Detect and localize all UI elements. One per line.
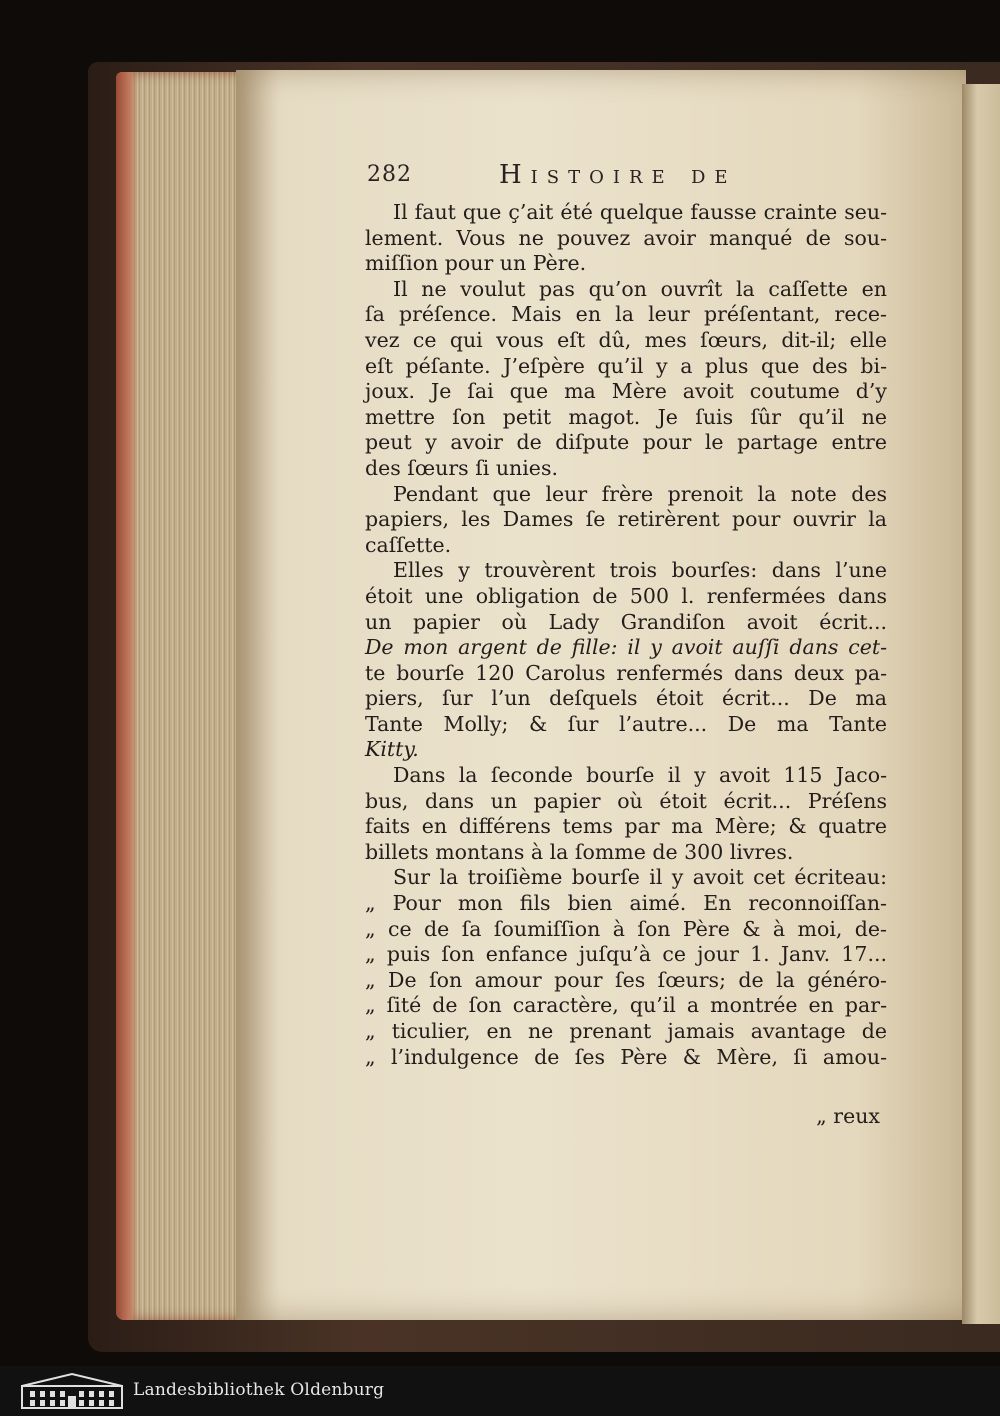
text-line: Pendant que leur frère prenoit la note des <box>393 481 887 506</box>
body-text <box>365 200 887 1070</box>
page-header <box>367 160 887 200</box>
paragraph <box>365 277 887 482</box>
text-line: Elles y trouvèrent trois bourſes: dans l’une <box>393 558 887 583</box>
paragraph <box>365 200 887 277</box>
text-line: peut y avoir de diſpute pour le partage entre <box>365 430 887 455</box>
text-line: joux. Je ſai que ma Mère avoit coutume d’y <box>365 379 887 404</box>
text-line: te bourſe 120 Carolus renfermés dans deux pa- <box>365 660 887 685</box>
text-line: Il faut que ç’ait été quelque fausse crainte seu- <box>393 200 887 224</box>
text-line: Kitty. <box>365 737 419 762</box>
text-line: „ Pour mon fils bien aimé. En reconnoiſſan- <box>365 891 887 916</box>
text-line: „ l’indulgence de ſes Père & Mère, ſi amou- <box>365 1044 887 1069</box>
text-line: eſt péſante. J’eſpère qu’il y a plus que des bi- <box>365 353 887 378</box>
page-number: 282 <box>367 162 412 187</box>
text-line: „ ticulier, en ne prenant jamais avantage de <box>365 1019 887 1043</box>
library-building-logo-icon <box>20 1372 124 1410</box>
library-footer <box>0 1366 1000 1416</box>
text-line: Il ne voulut pas qu’on ouvrît la caſſette en <box>393 276 887 301</box>
text-line: billets montans à la ſomme de 300 livres. <box>365 839 794 864</box>
catchword: „ reux <box>816 1104 880 1128</box>
text-line: caſſette. <box>365 532 452 557</box>
text-line: „ De ſon amour pour ſes ſœurs; de la généro- <box>365 967 887 992</box>
text-line: papiers, les Dames ſe retirèrent pour ouvrir la <box>365 507 887 532</box>
text-line: mettre ſon petit magot. Je ſuis ſûr qu’il ne <box>365 404 887 429</box>
facing-page-edge <box>962 84 1000 1324</box>
running-head: Histoire de <box>499 160 737 190</box>
text-line: Tante Molly; & ſur l’autre... De ma Tante <box>365 711 887 736</box>
text-line: De mon argent de fille: il y avoit auſſi dans cet- <box>365 635 887 660</box>
text-line: étoit une obligation de 500 l. renfermées dans <box>365 583 887 608</box>
text-line: bus, dans un papier où étoit écrit... Préſens <box>365 788 887 813</box>
paragraph <box>365 482 887 559</box>
paragraph <box>365 763 887 865</box>
text-line: vez ce qui vous eſt dû, mes ſœurs, dit-il; elle <box>365 327 887 352</box>
text-line: des ſœurs ſi unies. <box>365 455 558 480</box>
text-line: faits en différens tems par ma Mère; & quatre <box>365 814 887 839</box>
text-line: Sur la troiſième bourſe il y avoit cet écriteau: <box>393 865 887 890</box>
text-line: un papier où Lady Grandiſon avoit écrit... <box>365 609 887 634</box>
text-line: lement. Vous ne pouvez avoir manqué de sou- <box>365 225 887 250</box>
text-line: „ puis ſon enfance juſqu’à ce jour 1. Janv. 17... <box>365 942 887 967</box>
text-line: „ ſité de ſon caractère, qu’il a montrée en par- <box>365 993 887 1018</box>
text-line: ſa préſence. Mais en la leur préſentant, rece- <box>365 302 887 327</box>
text-line: Dans la ſeconde bourſe il y avoit 115 Jaco- <box>393 763 887 788</box>
text-line: piers, ſur l’un deſquels étoit écrit... De ma <box>365 686 887 711</box>
text-line: „ ce de ſa ſoumiſſion à ſon Père & à moi, de- <box>365 916 887 941</box>
library-name: Landesbibliothek Oldenburg <box>133 1380 385 1400</box>
paragraph <box>365 558 887 763</box>
paragraph <box>365 865 887 1070</box>
text-line: miſſion pour un Père. <box>365 251 587 276</box>
